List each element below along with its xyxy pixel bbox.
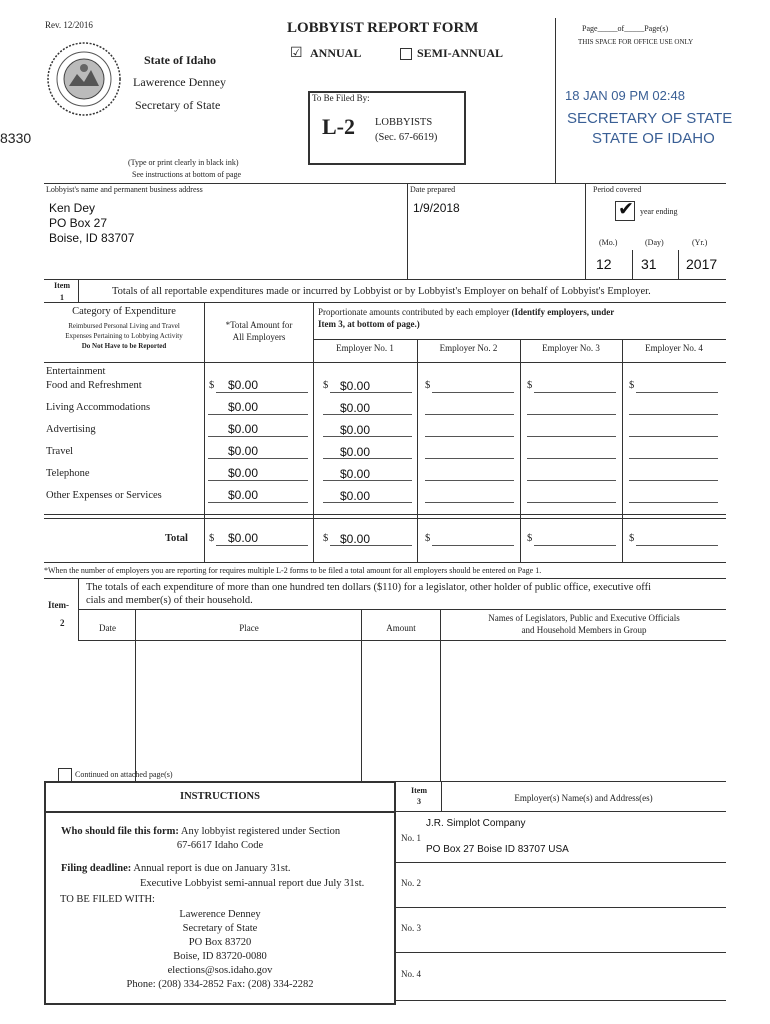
filing-address-3: PO Box 83720 — [188, 937, 252, 948]
office-use-divider — [555, 18, 556, 183]
item2-number: 2 — [60, 618, 65, 628]
total-header-2: All Employers — [232, 332, 286, 342]
who-should-file — [61, 826, 340, 837]
divider — [396, 952, 726, 953]
year-ending-label: year ending — [640, 207, 678, 216]
divider — [135, 609, 136, 781]
advertising-employer-1[interactable]: $0.00 — [340, 423, 371, 437]
page-count: Page_____of_____Page(s) — [582, 24, 669, 33]
total-employer-2[interactable] — [432, 545, 514, 546]
total-header-1: *Total Amount for — [225, 320, 293, 330]
living-employer-1[interactable]: $0.00 — [340, 401, 371, 415]
period-year[interactable]: 2017 — [686, 256, 718, 272]
col-amount-header: Amount — [386, 623, 416, 633]
category-food: Food and Refreshment — [46, 380, 142, 391]
divider — [78, 609, 726, 610]
date-prepared-label: Date prepared — [410, 185, 456, 194]
month-label: (Mo.) — [599, 238, 618, 247]
grand-total[interactable]: $0.00 — [228, 531, 259, 545]
category-header: Category of Expenditure — [72, 306, 176, 317]
divider — [44, 578, 726, 579]
received-stamp-date: 18 JAN 09 PM 02:48 — [565, 88, 685, 103]
prop-header-text: Proportionate amounts contributed by each employer — [318, 307, 510, 317]
telephone-employer-3[interactable] — [527, 480, 616, 481]
underline — [323, 436, 412, 437]
divider — [78, 279, 79, 302]
date-prepared-value[interactable]: 1/9/2018 — [413, 201, 460, 215]
col-names-header-2: and Household Members in Group — [521, 625, 647, 635]
semiannual-label: SEMI-ANNUAL — [417, 46, 504, 60]
other-employer-1[interactable]: $0.00 — [340, 489, 371, 503]
dollar-sign: $ — [323, 380, 329, 391]
divider — [396, 907, 726, 908]
living-employer-4[interactable] — [629, 414, 718, 415]
employer-1-name[interactable]: J.R. Simplot Company — [426, 818, 526, 829]
checkmark-icon: ✔ — [618, 198, 634, 220]
advertising-employer-4[interactable] — [629, 436, 718, 437]
employer-no4-label: No. 4 — [401, 969, 421, 979]
who-text: Any lobbyist registered under Section — [180, 826, 341, 837]
living-total[interactable]: $0.00 — [228, 400, 259, 414]
lobbyist-name[interactable]: Ken Dey — [49, 201, 96, 215]
divider — [396, 781, 726, 782]
state-name: State of Idaho — [144, 53, 217, 67]
employer-4-header: Employer No. 4 — [645, 343, 703, 353]
form-code-lobbyists: LOBBYISTS — [375, 117, 433, 128]
item3-number: 3 — [417, 797, 421, 806]
divider — [678, 250, 679, 279]
employer-no1-label: No. 1 — [401, 833, 421, 843]
total-employer-4[interactable] — [636, 545, 718, 546]
food-employer-2[interactable] — [432, 392, 514, 393]
deadline-text: Annual report is due on January 31st. — [133, 863, 291, 874]
dollar-sign: $ — [527, 380, 533, 391]
dollar-sign: $ — [425, 380, 431, 391]
print-note: (Type or print clearly in black ink) — [128, 158, 239, 167]
travel-employer-4[interactable] — [629, 458, 718, 459]
filing-address-1: Lawerence Denney — [179, 909, 261, 920]
advertising-employer-3[interactable] — [527, 436, 616, 437]
form-title: LOBBYIST REPORT FORM — [287, 20, 479, 36]
item1-title: Totals of all reportable expenditures made or incurred by Lobbyist or by Lobbyist's Employer on behalf of Lobbyist's Employer. — [112, 286, 651, 297]
other-employer-4[interactable] — [629, 502, 718, 503]
telephone-employer-2[interactable] — [425, 480, 514, 481]
item1-number: 1 — [60, 293, 64, 302]
filing-address-2: Secretary of State — [182, 923, 258, 934]
lobbyist-address-line2[interactable]: Boise, ID 83707 — [49, 231, 135, 245]
divider — [44, 279, 726, 280]
living-employer-2[interactable] — [425, 414, 514, 415]
divider — [313, 362, 314, 562]
divider — [632, 250, 633, 279]
living-employer-3[interactable] — [527, 414, 616, 415]
dollar-sign: $ — [629, 533, 635, 544]
annual-checkbox[interactable]: ☑ — [290, 46, 303, 61]
category-sub2: Expenses Pertaining to Lobbying Activity — [65, 332, 183, 340]
continued-label: Continued on attached page(s) — [75, 770, 173, 779]
telephone-employer-1[interactable]: $0.00 — [340, 467, 371, 481]
filing-deadline — [61, 863, 291, 874]
filing-email: elections@sos.idaho.gov — [167, 965, 273, 976]
underline — [208, 436, 308, 437]
food-employer-3[interactable] — [534, 392, 616, 393]
filed-by-label: To Be Filed By: — [312, 93, 370, 103]
underline — [216, 545, 308, 546]
other-employer-3[interactable] — [527, 502, 616, 503]
travel-employer-3[interactable] — [527, 458, 616, 459]
employer-no3-label: No. 3 — [401, 923, 421, 933]
underline — [208, 414, 308, 415]
divider — [204, 302, 205, 362]
divider — [44, 514, 726, 515]
category-sub1: Reimbursed Personal Living and Travel — [68, 322, 180, 330]
entertainment-label: Entertainment — [46, 366, 106, 377]
col-date-header: Date — [99, 623, 116, 633]
underline — [330, 545, 412, 546]
divider — [44, 562, 726, 563]
underline — [323, 414, 412, 415]
secretary-name: Lawerence Denney — [133, 75, 226, 89]
divider — [44, 518, 726, 519]
divider — [407, 183, 408, 279]
divider — [361, 609, 362, 781]
instructions-title: INSTRUCTIONS — [180, 791, 260, 802]
dollar-sign: $ — [323, 533, 329, 544]
divider — [44, 302, 726, 303]
lobbyist-address-label: Lobbyist's name and permanent business address — [46, 185, 203, 194]
employer-2-header: Employer No. 2 — [439, 343, 498, 353]
received-stamp-line2: STATE OF IDAHO — [592, 130, 715, 147]
filing-phone-fax: Phone: (208) 334-2852 Fax: (208) 334-2282 — [126, 979, 314, 990]
lobbyist-address-line1[interactable]: PO Box 27 — [49, 216, 108, 230]
total-employer-1[interactable]: $0.00 — [340, 532, 371, 546]
prop-header-1 — [318, 307, 614, 317]
deadline-bold: Filing deadline: — [61, 863, 132, 874]
dollar-sign: $ — [425, 533, 431, 544]
form-code-section: (Sec. 67-6619) — [375, 132, 438, 143]
annual-label: ANNUAL — [310, 46, 362, 60]
travel-employer-1[interactable]: $0.00 — [340, 445, 371, 459]
other-total[interactable]: $0.00 — [228, 488, 259, 502]
divider — [44, 362, 726, 363]
underline — [208, 458, 308, 459]
underline — [208, 480, 308, 481]
continued-checkbox[interactable] — [58, 768, 72, 782]
underline — [208, 502, 308, 503]
semiannual-checkbox[interactable] — [400, 48, 412, 60]
divider — [46, 811, 394, 813]
divider — [396, 811, 726, 812]
total-employer-3[interactable] — [534, 545, 616, 546]
dollar-sign: $ — [209, 380, 215, 391]
other-employer-2[interactable] — [425, 502, 514, 503]
divider — [396, 862, 726, 863]
food-employer-4[interactable] — [636, 392, 718, 393]
left-margin-number: 8330 — [0, 130, 32, 146]
multiple-forms-footnote: *When the number of employers you are reporting for requires multiple L-2 forms to be filed a total amount for all employers should be entered on Page 1. — [44, 566, 542, 575]
dollar-sign: $ — [527, 533, 533, 544]
advertising-employer-2[interactable] — [425, 436, 514, 437]
underline — [323, 502, 412, 503]
period-day[interactable]: 31 — [641, 256, 657, 272]
filing-address-4: Boise, ID 83720-0080 — [173, 951, 267, 962]
deadline-semiannual: Executive Lobbyist semi-annual report due July 31st. — [140, 878, 365, 889]
divider — [440, 609, 441, 781]
category-travel: Travel — [46, 446, 74, 457]
employer-1-header: Employer No. 1 — [336, 343, 394, 353]
who-code: 67-6617 Idaho Code — [176, 840, 264, 851]
year-ending-checkbox[interactable] — [615, 198, 635, 221]
category-sub3: Do Not Have to be Reported — [81, 342, 167, 350]
item2-text-line2: cials and member(s) of their household. — [86, 595, 253, 606]
employer-no2-label: No. 2 — [401, 878, 421, 888]
state-seal-icon — [44, 38, 124, 120]
col-place-header: Place — [239, 623, 259, 633]
form-code: L-2 — [322, 114, 355, 139]
total-label: Total — [165, 533, 188, 544]
dollar-sign: $ — [209, 533, 215, 544]
divider — [78, 640, 726, 641]
travel-employer-2[interactable] — [425, 458, 514, 459]
travel-total[interactable]: $0.00 — [228, 444, 259, 458]
category-telephone: Telephone — [46, 468, 90, 479]
divider — [520, 362, 521, 562]
telephone-employer-4[interactable] — [629, 480, 718, 481]
telephone-total[interactable]: $0.00 — [228, 466, 259, 480]
item2-text-line1: The totals of each expenditure of more than one hundred ten dollars ($110) for a legislator, other holder of public office, executive offi — [86, 582, 652, 593]
item1-label: Item — [54, 281, 70, 290]
day-label: (Day) — [645, 238, 664, 247]
period-month[interactable]: 12 — [596, 256, 612, 272]
office-use-label: THIS SPACE FOR OFFICE USE ONLY — [578, 38, 694, 46]
divider — [313, 302, 314, 362]
secretary-title: Secretary of State — [135, 98, 221, 112]
who-bold: Who should file this form: — [61, 826, 179, 837]
received-stamp-line1: SECRETARY OF STATE — [567, 110, 733, 127]
dollar-sign: $ — [629, 380, 635, 391]
filed-with-label: TO BE FILED WITH: — [60, 894, 155, 905]
year-label: (Yr.) — [692, 238, 708, 247]
col-names-header-1: Names of Legislators, Public and Executive Officials — [488, 613, 680, 623]
prop-header-2: Item 3, at bottom of page.) — [318, 319, 420, 329]
category-advertising: Advertising — [46, 424, 96, 435]
underline — [323, 458, 412, 459]
underline — [216, 392, 308, 393]
divider — [622, 362, 623, 562]
employer-3-header: Employer No. 3 — [542, 343, 600, 353]
item3-label: Item — [411, 786, 427, 795]
underline — [323, 480, 412, 481]
employer-1-address[interactable]: PO Box 27 Boise ID 83707 USA — [426, 844, 569, 855]
divider — [417, 362, 418, 562]
advertising-total[interactable]: $0.00 — [228, 422, 259, 436]
period-covered-label: Period covered — [593, 185, 642, 194]
revision-date: Rev. 12/2016 — [45, 20, 93, 30]
prop-header-bold: (Identify employers, under — [511, 307, 615, 317]
item3-header: Employer(s) Name(s) and Address(es) — [514, 793, 653, 803]
item2-label: Item- — [48, 600, 69, 610]
category-living: Living Accommodations — [46, 402, 151, 413]
divider — [396, 1000, 726, 1001]
divider — [585, 183, 586, 279]
instructions-note: See instructions at bottom of page — [132, 170, 242, 179]
category-other: Other Expenses or Services — [46, 490, 162, 501]
food-total[interactable]: $0.00 — [228, 378, 259, 392]
food-employer-1[interactable]: $0.00 — [340, 379, 371, 393]
underline — [330, 392, 412, 393]
divider — [44, 183, 726, 184]
divider — [204, 362, 205, 562]
